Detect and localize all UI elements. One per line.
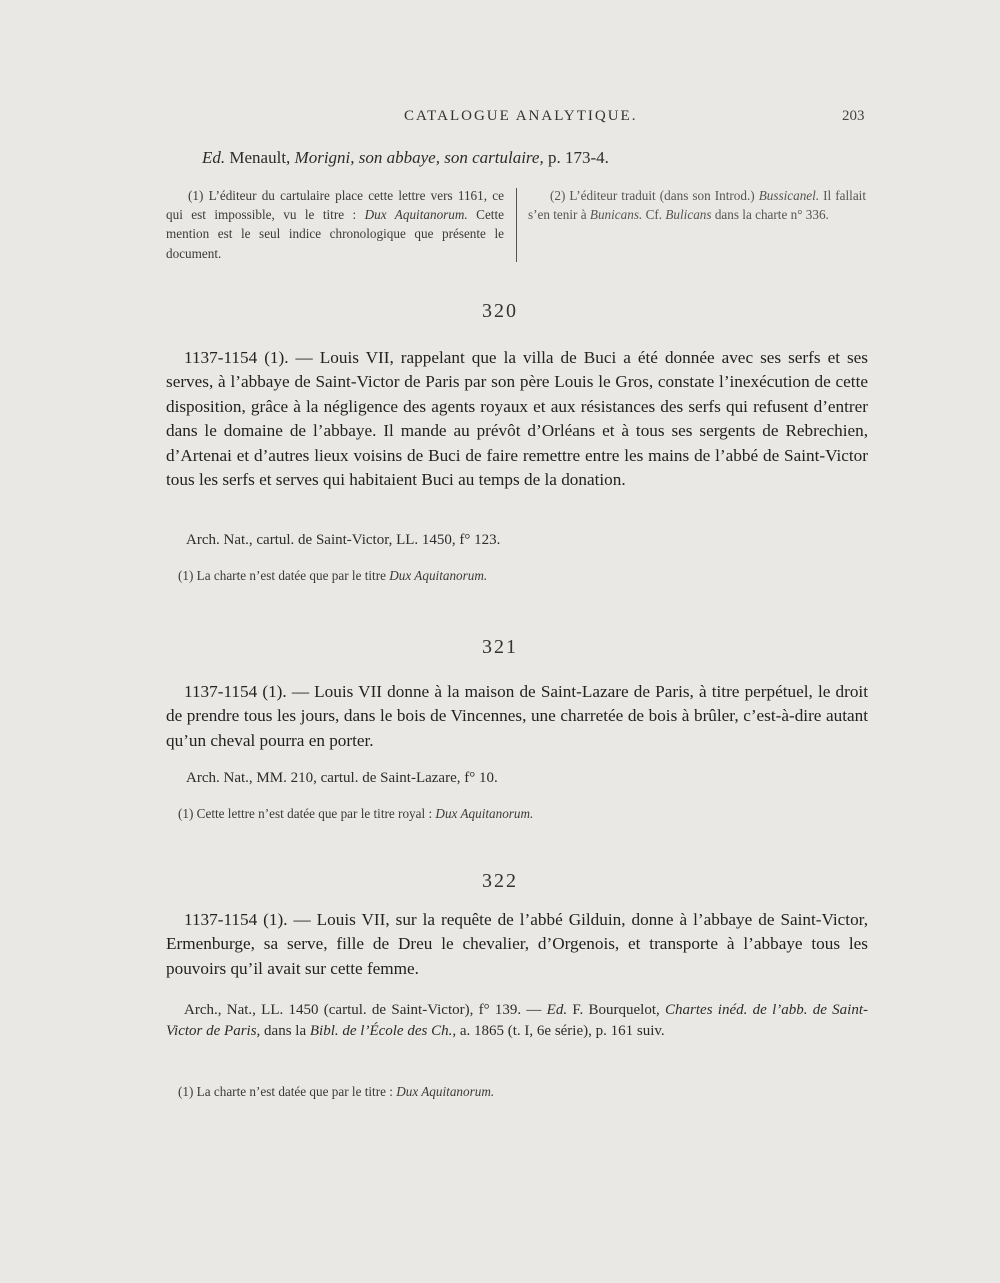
entry-body: 1137-1154 (1). — Louis VII, rappelant que la villa de Buci a été donnée avec ses serfs et ses serves, à l’abbaye de Saint-Victor de Paris par son père Louis le Gros, constate l’inexécution de cette disposition, grâce à la négligence des agents royaux et aux résistances des serfs qui refusent d’entrer dans le domaine de l’abbaye. Il mande au prévôt d’Orléans et à tous ses sergents de Rebrechien, d’Artenai et d’autres lieux voisins de Buci de faire remettre entre les mains de l’abbé de Saint-Victor tous les serfs et serves qui habitaient Buci au temps de la donation. [166,348,868,490]
page-number: 203 [842,108,865,124]
edition-reference [202,148,609,168]
entry-body: 1137-1154 (1). — Louis VII donne à la maison de Saint-Lazare de Paris, à titre perpétuel, le droit de prendre tous les jours, dans le bois de Vincennes, une charretée de bois à brûler, c’est-à-dire autant qu’un cheval pourra en porter. [166,682,868,750]
entry-source: Arch. Nat., MM. 210, cartul. de Saint-Lazare, f° 10. [186,770,498,786]
footnote-left: (1) L’éditeur du cartulaire place cette lettre vers 1161, ce qui est impossible, vu le titre : Dux Aquitanorum. Cette mention est le seul indice chronologique que présente le document. [166,188,504,261]
entry-number: 322 [482,870,518,892]
entry-footnote: (1) La charte n’est datée que par le titre : Dux Aquitanorum. [178,1084,495,1099]
ed-pages: p. 173-4. [543,148,609,167]
ed-abbrev: Ed. [202,148,226,167]
entry-footnote: (1) Cette lettre n’est datée que par le titre royal : Dux Aquitanorum. [178,806,534,821]
entry-body: 1137-1154 (1). — Louis VII, sur la requête de l’abbé Gilduin, donne à l’abbaye de Saint-Victor, Ermenburge, sa serve, fille de Dreu le chevalier, d’Orgenois, et transporte à l’abbaye tous les pouvoirs qu’il avait sur cette femme. [166,910,868,978]
entry-source: Arch., Nat., LL. 1450 (cartul. de Saint-Victor), f° 139. — Ed. F. Bourquelot, Chartes inéd. de l’abb. de Saint-Victor de Paris, dans la Bibl. de l’École des Ch., a. 1865 (t. I, 6e série), p. 161 suiv. [166,1002,868,1039]
running-header [0,108,1000,132]
ed-author: Menault, [225,148,295,167]
entry-number: 321 [482,636,518,658]
running-title: CATALOGUE ANALYTIQUE. [404,108,638,124]
ed-work-title: Morigni, son abbaye, son cartulaire, [294,148,544,167]
footnote-right: (2) L’éditeur traduit (dans son Introd.) Bussicanel. Il fallait s’en tenir à Bunicans. Cf. Bulicans dans la charte n° 336. [528,188,867,223]
entry-footnote: (1) La charte n’est datée que par le titre Dux Aquitanorum. [178,568,488,583]
column-divider [516,188,517,262]
entry-number: 320 [482,300,518,322]
entry-source: Arch. Nat., cartul. de Saint-Victor, LL. 1450, f° 123. [186,532,501,548]
